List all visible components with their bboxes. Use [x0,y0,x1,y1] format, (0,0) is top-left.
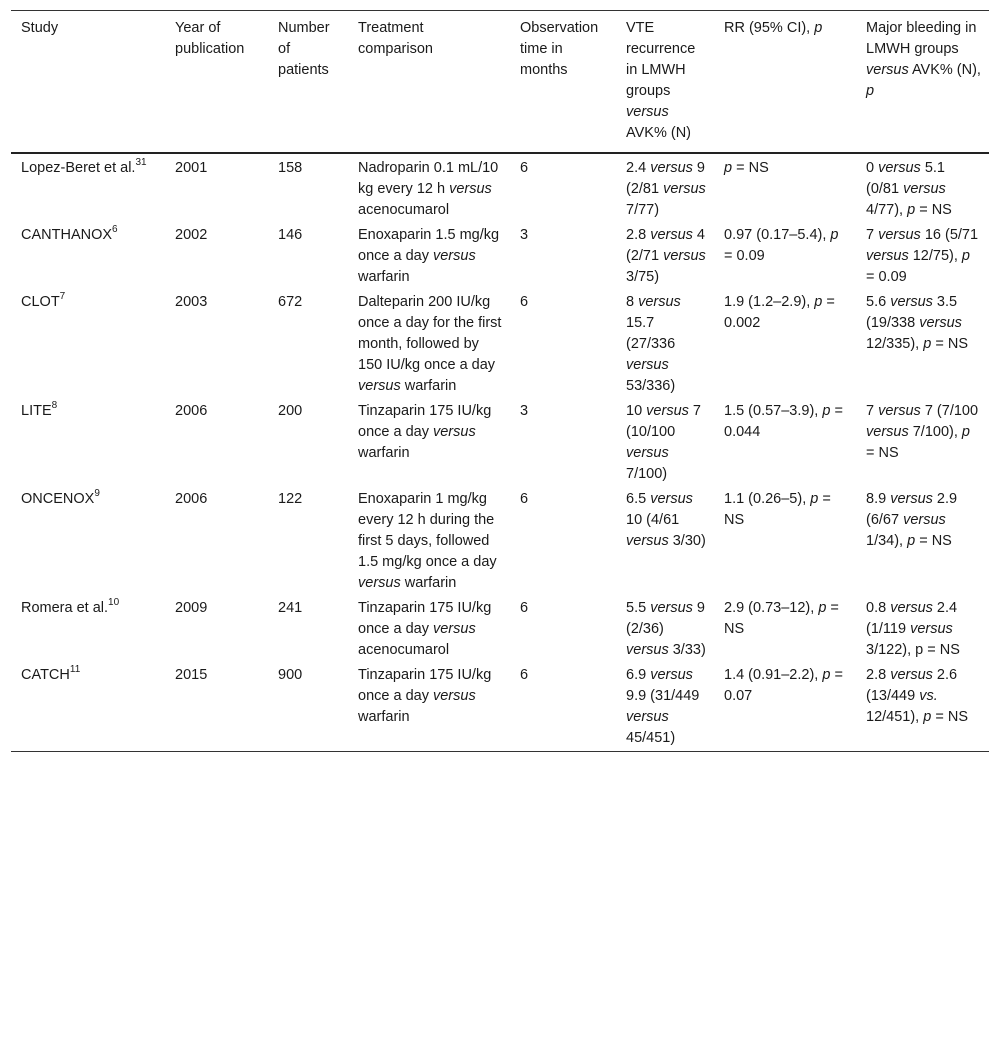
italic-text: p [818,600,827,616]
header-observation-time [510,11,616,154]
text-segment: Romera et al. [21,600,109,616]
text-segment: LITE [21,403,52,419]
lmwh-vs-avk-studies-table [11,10,989,752]
reference-superscript: 8 [51,400,58,412]
cell-bleeding [856,153,989,225]
text-segment: Year of publication [175,20,245,57]
text-segment: 4 (2/71 [626,227,705,264]
cell-months: 6 [520,160,529,176]
italic-text: p [814,20,823,36]
header-row [11,11,989,154]
text-segment: 6.5 [626,491,651,507]
text-segment: 3.5 (19/338 [866,294,958,331]
text-segment: = 0.07 [724,667,843,704]
text-segment: 12/451), [866,709,924,725]
italic-text: versus [650,491,693,507]
text-segment: 5.5 [626,600,651,616]
italic-text: versus [663,181,706,197]
italic-text: versus [903,512,946,528]
header-patients [268,11,348,154]
text-segment: 7 [866,403,879,419]
text-segment: 1.9 (1.2–2.9), [724,294,815,310]
italic-text: p [923,336,932,352]
text-segment: Number of patients [278,20,330,78]
italic-text: versus [866,248,909,264]
cell-rr [714,401,856,489]
italic-text: versus [646,403,689,419]
cell-treatment [348,598,510,665]
text-segment: 3/75) [626,269,660,285]
cell-treatment [348,401,510,489]
text-segment: 10 [626,403,647,419]
italic-text: p [814,294,823,310]
text-segment: 15.7 (27/336 [626,315,676,352]
italic-text: versus [890,667,933,683]
cell-bleeding [856,292,989,401]
reference-superscript: 9 [94,488,100,500]
italic-text: versus [650,600,693,616]
text-segment: Major bleeding in LMWH groups [866,20,977,57]
header-treatment [348,11,510,154]
italic-text: versus [650,160,693,176]
italic-text: versus [890,600,933,616]
header-rr [714,11,856,154]
cell-study [11,665,165,752]
text-segment: = NS [866,445,899,461]
text-segment: AVK% (N) [626,125,691,141]
text-segment: 45/451) [626,730,676,746]
cell-vte [616,292,714,401]
cell-rr [714,153,856,225]
text-segment: AVK% (N), [908,62,981,78]
cell-year: 2009 [175,600,208,616]
text-segment: = NS [915,533,952,549]
text-segment: 3/122), p = NS [866,642,960,658]
text-segment: 12/75), [908,248,962,264]
italic-text: vs. [919,688,938,704]
text-segment: 8 [626,294,639,310]
italic-text: p [961,248,970,264]
cell-study [11,401,165,489]
italic-text: versus [890,294,933,310]
cell-rr [714,489,856,598]
text-segment: 7 [866,227,879,243]
italic-text: versus [650,227,693,243]
text-segment: 7/77) [626,202,660,218]
italic-text: versus [890,491,933,507]
text-segment: Enoxaparin 1 mg/kg every 12 h during the first 5 days, followed 1.5 mg/kg once a day [358,491,497,570]
text-segment: 1/34), [866,533,908,549]
cell-rr [714,292,856,401]
italic-text: p [907,202,916,218]
italic-text: p [907,533,916,549]
text-segment: 2.4 (1/119 [866,600,958,637]
text-segment: = 0.09 [724,248,765,264]
cell-study [11,598,165,665]
text-segment: warfarin [358,445,410,461]
text-segment: 0 [866,160,879,176]
text-segment: 9.9 (31/449 [626,688,700,704]
italic-text: versus [432,621,476,637]
reference-superscript: 6 [112,224,118,236]
cell-bleeding [856,401,989,489]
italic-text: versus [626,104,669,120]
text-segment: acenocumarol [358,642,450,658]
text-segment: Treatment comparison [358,20,433,57]
text-segment: 7/100), [908,424,962,440]
cell-year: 2006 [175,491,208,507]
cell-patients: 241 [278,600,303,616]
cell-study [11,292,165,401]
cell-study [11,489,165,598]
reference-superscript: 31 [135,157,147,169]
text-segment: Observation time in months [520,20,599,78]
italic-text: versus [358,378,401,394]
italic-text: versus [910,621,953,637]
text-segment: 12/335), [866,336,924,352]
text-segment: 10 (4/61 [626,512,680,528]
cell-patients: 672 [278,294,303,310]
cell-rr [714,665,856,752]
cell-patients: 200 [278,403,303,419]
italic-text: p [830,227,839,243]
cell-patients: 900 [268,665,348,752]
cell-year: 2006 [175,403,208,419]
cell-patients: 122 [278,491,303,507]
cell-vte [616,489,714,598]
cell-months: 6 [520,294,529,310]
reference-superscript: 7 [59,291,66,303]
text-segment: 9 (2/36) [626,600,705,637]
italic-text: versus [663,248,706,264]
cell-year: 2003 [175,294,208,310]
italic-text: versus [866,424,909,440]
cell-patients: 146 [278,227,303,243]
text-segment: 0.97 (0.17–5.4), [724,227,831,243]
text-segment: 1.1 (0.26–5), [724,491,811,507]
header-year [165,11,268,154]
text-segment: = NS [724,600,839,637]
text-segment: 16 (5/71 [920,227,979,243]
header-study [11,11,165,154]
cell-bleeding [856,665,989,752]
text-segment: Nadroparin 0.1 mL/10 kg every 12 h [358,160,499,197]
italic-text: versus [432,424,476,440]
text-segment: warfarin [400,575,457,591]
text-segment: 7/100) [626,466,668,482]
header-major-bleeding [856,11,989,154]
italic-text: p [866,83,875,99]
text-segment: 2.8 [866,667,891,683]
table-row [11,225,989,292]
italic-text: p [822,667,831,683]
text-segment: 4/77), [866,202,908,218]
reference-superscript: 11 [69,664,81,676]
table-row [11,401,989,489]
text-segment: 8.9 [866,491,891,507]
table-row [11,292,989,401]
text-segment: 0.8 [866,600,891,616]
cell-months: 6 [510,665,616,752]
cell-year: 2015 [165,665,268,752]
text-segment: 3/30) [668,533,706,549]
cell-vte [616,598,714,665]
italic-text: p [810,491,819,507]
cell-patients: 158 [278,160,303,176]
text-segment: warfarin [358,269,410,285]
cell-treatment [348,225,510,292]
text-segment: acenocumarol [358,202,450,218]
text-segment: 7 (10/100 [626,403,701,440]
text-segment: = NS [732,160,769,176]
italic-text: versus [432,688,476,704]
italic-text: versus [866,62,909,78]
text-segment: 2.9 (6/67 [866,491,958,528]
text-segment: Tinzaparin 175 IU/kg once a day [358,403,492,440]
text-segment: 2.9 (0.73–12), [724,600,819,616]
italic-text: versus [626,709,669,725]
italic-text: p [923,709,932,725]
text-segment: Tinzaparin 175 IU/kg once a day [358,600,492,637]
table-row [11,598,989,665]
text-segment: Study [21,20,59,36]
cell-treatment [348,665,510,752]
text-segment: warfarin [358,709,410,725]
text-segment: VTE recurrence in LMWH groups [626,20,696,99]
text-segment: Enoxaparin 1.5 mg/kg once a day [358,227,500,264]
italic-text: versus [878,160,921,176]
text-segment: 2.4 [626,160,651,176]
italic-text: versus [626,445,669,461]
cell-year: 2001 [175,160,208,176]
text-segment: = 0.044 [724,403,843,440]
italic-text: versus [903,181,946,197]
text-segment: 3/33) [668,642,706,658]
cell-treatment [348,489,510,598]
cell-study [11,225,165,292]
text-segment: 2.8 [626,227,651,243]
text-segment: 5.1 (0/81 [866,160,945,197]
text-segment: = NS [931,336,968,352]
cell-rr [714,225,856,292]
cell-months: 6 [520,600,529,616]
italic-text: versus [626,642,669,658]
cell-study [11,153,165,225]
cell-bleeding [856,598,989,665]
cell-treatment [348,153,510,225]
cell-months: 3 [520,403,529,419]
italic-text: versus [358,575,401,591]
italic-text: p [724,160,733,176]
italic-text: versus [626,533,669,549]
italic-text: p [961,424,970,440]
text-segment: 5.6 [866,294,891,310]
text-segment: 7 (7/100 [920,403,979,419]
text-segment: = NS [931,709,968,725]
table-row [11,665,989,752]
text-segment: CLOT [21,294,60,310]
italic-text: versus [638,294,681,310]
text-segment: = NS [724,491,831,528]
italic-text: versus [878,227,921,243]
cell-vte [616,225,714,292]
cell-treatment [348,292,510,401]
italic-text: versus [449,181,492,197]
italic-text: versus [919,315,962,331]
cell-months: 6 [520,491,529,507]
text-segment: = 0.09 [866,269,907,285]
text-segment: 1.5 (0.57–3.9), [724,403,823,419]
italic-text: p [822,403,831,419]
reference-superscript: 10 [108,597,120,609]
text-segment: Lopez-Beret et al. [21,160,136,176]
text-segment: = 0.002 [724,294,835,331]
cell-bleeding [856,225,989,292]
text-segment: Dalteparin 200 IU/kg once a day for the first month, followed by 150 IU/kg once a day [358,294,502,373]
header-vte-recurrence [616,11,714,154]
text-segment: RR (95% CI), [724,20,815,36]
table-row [11,489,989,598]
cell-rr [714,598,856,665]
text-segment: 9 (2/81 [626,160,705,197]
italic-text: versus [878,403,921,419]
text-segment: Tinzaparin 175 IU/kg once a day [358,667,492,704]
cell-months: 3 [520,227,529,243]
cell-vte [616,153,714,225]
text-segment: 1.4 (0.91–2.2), [724,667,823,683]
italic-text: versus [626,357,669,373]
text-segment: CATCH [21,667,70,683]
italic-text: versus [650,667,693,683]
cell-vte [616,665,714,752]
text-segment: 53/336) [626,378,676,394]
cell-bleeding [856,489,989,598]
text-segment: 2.6 (13/449 [866,667,958,704]
text-segment: warfarin [400,378,457,394]
text-segment: 6.9 [626,667,651,683]
text-segment: ONCENOX [21,491,95,507]
text-segment: = NS [915,202,952,218]
table-row [11,153,989,225]
cell-year: 2002 [175,227,208,243]
italic-text: versus [432,248,476,264]
cell-vte [616,401,714,489]
text-segment: CANTHANOX [21,227,113,243]
